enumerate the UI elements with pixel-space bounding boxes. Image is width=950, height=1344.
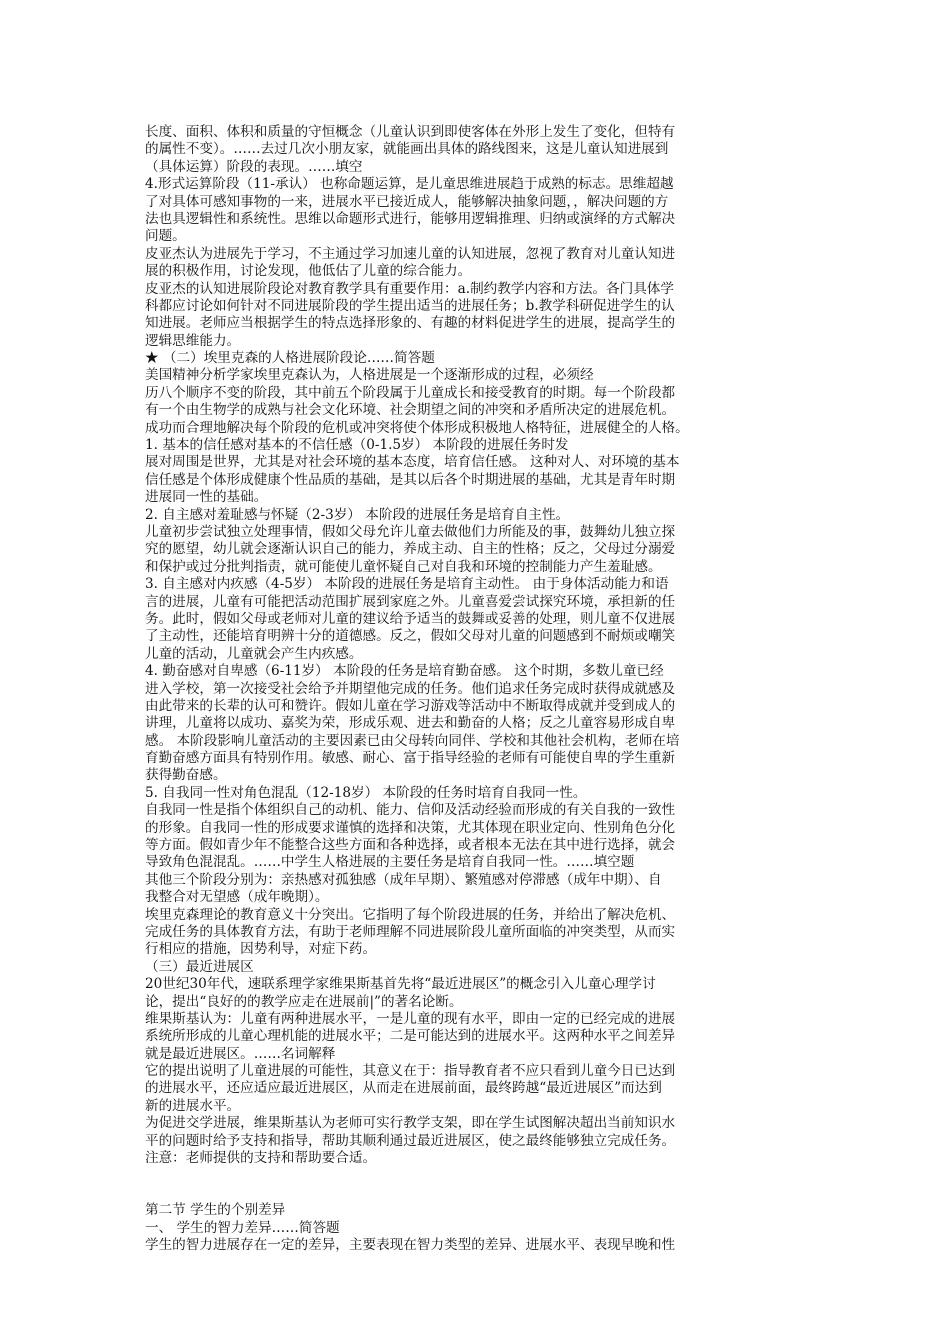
- text-line: 展的积极作用，讨论发现，他低估了儿童的综合能力。: [145, 263, 472, 280]
- text-line: 的进展水平，还应适应最近进展区，从而走在进展前面，最终跨越“最近进展区”而达到: [145, 1080, 662, 1097]
- text-line: 了对具体可感知事物的一来，进展水平已接近成人，能够解决抽象问题，，解决问题的方: [145, 193, 669, 210]
- text-line: 儿童初步尝试独立处理事情，假如父母允许儿童去做他们力所能及的事，鼓舞幼儿独立探: [145, 523, 676, 540]
- text-line: 维果斯基认为：儿童有两种进展水平，一是儿童的现有水平，即由一定的已经完成的进展: [145, 1010, 676, 1027]
- text-line: 美国精神分析学家埃里克森认为，人格进展是一个逐渐形成的过程，必须经: [145, 367, 594, 384]
- text-line: 问题。: [145, 228, 186, 245]
- text-line: （三）最近进展区: [145, 958, 254, 975]
- text-line: 4. 勤奋感对自卑感（6-11岁） 本阶段的任务是培育勤奋感。 这个时期，多数儿童已经: [145, 663, 664, 680]
- text-line: 1. 基本的信任感对基本的不信任感（0-1.5岁） 本阶段的进展任务时发: [145, 437, 569, 454]
- text-line: 有一个由生物学的成熟与社会文化环境、社会期望之间的冲突和矛盾所决定的进展危机。: [145, 402, 676, 419]
- text-line: 言的进展，儿童有可能把活动范围扩展到家庭之外。儿童喜爱尝试探究环境，承担新的任: [145, 593, 676, 610]
- text-line: 系统所形成的儿童心理机能的进展水平；二是可能达到的进展水平。这两种水平之间差异: [145, 1028, 676, 1045]
- text-line: 科都应讨论如何针对不同进展阶段的学生提出适当的进展任务；b.教学科研促进学生的认: [145, 297, 675, 314]
- text-line: 成功而合理地解决每个阶段的危机或冲突将使个体形成积极地人格特征，进展健全的人格。: [145, 419, 689, 436]
- text-line: 就是最近进展区。……名词解释: [145, 1045, 336, 1062]
- text-line: 长度、面积、体积和质量的守恒概念（儿童认识到即使客体在外形上发生了变化，但特有: [145, 124, 676, 140]
- text-line: 的属性不变）。……去过几次小朋友家，就能画出具体的路线图来，这是儿童认知进展到: [145, 141, 669, 158]
- text-line: 平的问题时给予支持和指导，帮助其顺利通过最近进展区，使之最终能够独立完成任务。: [145, 1132, 676, 1149]
- text-line: 其他三个阶段分别为：亲热感对孤独感（成年早期）、繁殖感对停滞感（成年中期）、自: [145, 871, 662, 888]
- text-line: 历八个顺序不变的阶段，其中前五个阶段属于儿童成长和接受教育的时期。每一个阶段都: [145, 384, 676, 401]
- text-line: 进展同一性的基础。: [145, 489, 268, 506]
- text-line: 信任感是个体形成健康个性品质的基础，是其以后各个时期进展的基础，尤其是青年时期: [145, 471, 676, 488]
- text-line: 讲理，儿童将以成功、嘉奖为荣，形成乐观、进去和勤奋的人格；反之儿童容易形成自卑: [145, 715, 676, 732]
- text-line: 的形象。自我同一性的形成要求谨慎的选择和决策，尤其体现在职业定向、性别角色分化: [145, 819, 676, 836]
- text-line: 育勤奋感方面具有特别作用。敏感、耐心、富于指导经验的老师有可能使自卑的学生重新: [145, 750, 676, 767]
- section-subheading: 一、 学生的智力差异……简答题: [145, 1219, 340, 1236]
- text-line: 获得勤奋感。: [145, 767, 227, 784]
- text-line: 20世纪30年代，速联系理学家维果斯基首先将“最近进展区”的概念引入儿童心理学讨: [145, 976, 656, 993]
- text-line: 皮亚杰认为进展先于学习，不主通过学习加速儿童的认知进展，忽视了教育对儿童认知进: [145, 245, 676, 262]
- text-line: 完成任务的具体教育方法，有助于老师理解不同进展阶段儿童所面临的冲突类型，从而实: [145, 923, 676, 940]
- text-line: 论，提出“良好的的教学应走在进展前|”的著名论断。: [145, 993, 463, 1010]
- section-gap: [145, 1167, 810, 1202]
- text-line: 法也具逻辑性和系统性。思维以命题形式进行，能够用逻辑推理、归纳或演绎的方式解决: [145, 210, 676, 227]
- text-line: （具体运算）阶段的表现。……填空: [145, 158, 363, 175]
- text-line: 4.形式运算阶段（11-承认） 也称命题运算，是儿童思维进展趋于成熟的标志。思维超越: [145, 176, 674, 193]
- text-line: 儿童的活动，儿童就会产生内疚感。: [145, 645, 363, 662]
- text-line: 新的进展水平。: [145, 1097, 241, 1114]
- text-line: 我整合对无望感（成年晚期）。: [145, 889, 329, 906]
- text-line: 自我同一性是指个体组织自己的动机、能力、信仰及活动经验而形成的有关自我的一致性: [145, 802, 676, 819]
- text-line: 由此带来的长辈的认可和赞许。假如儿童在学习游戏等活动中不断取得成就并受到成人的: [145, 697, 676, 714]
- section-heading: 第二节 学生的个别差异: [145, 1202, 286, 1219]
- text-line: 逻辑思维能力。: [145, 332, 241, 349]
- text-line: 埃里克森理论的教育意义十分突出。它指明了每个阶段进展的任务，并给出了解决危机、: [145, 906, 676, 923]
- text-line: 导致角色混混乱。……中学生人格进展的主要任务是培育自我同一性。……填空题: [145, 854, 635, 871]
- text-line: 5. 自我同一性对角色混乱（12-18岁） 本阶段的任务时培育自我同一性。: [145, 784, 587, 801]
- text-line: 进入学校，第一次接受社会给予并期望他完成的任务。他们追求任务完成时获得成就感及: [145, 680, 676, 697]
- text-line: 3. 自主感对内疚感（4-5岁） 本阶段的进展任务是培育主动性。 由于身体活动能力和语: [145, 576, 669, 593]
- text-line: 行相应的措施，因势利导，对症下药。: [145, 941, 377, 958]
- text-line: 注意：老师提供的支持和帮助要合适。: [145, 1150, 377, 1167]
- text-line: 为促进交学进展，维果斯基认为老师可实行教学支架，即在学生试图解决超出当前知识水: [145, 1115, 676, 1132]
- text-line: ★ （二）埃里克森的人格进展阶段论……简答题: [145, 350, 435, 367]
- body-text: [145, 124, 810, 1167]
- text-line: 和保护或过分批判指责，就可能使儿童怀疑自己对自我和环境的控制能力产生羞耻感。: [145, 558, 662, 575]
- text-line: 皮亚杰的认知进展阶段论对教育教学具有重要作用：a.制约教学内容和方法。各门具体学: [145, 280, 674, 297]
- text-line: 务。此时，假如父母或老师对儿童的建议给予适当的鼓舞或妥善的处理，则儿童不仅进展: [145, 610, 676, 627]
- text-line: 展对周围是世界，尤其是对社会环境的基本态度，培育信任感。 这种对人、对环境的基本: [145, 454, 680, 471]
- section-text: 学生的智力进展存在一定的差异，主要表现在智力类型的差异、进展水平、表现早晚和性: [145, 1237, 676, 1254]
- text-line: 了主动性，还能培育明辨十分的道德感。反之，假如父母对儿童的问题感到不耐烦或嘲笑: [145, 628, 676, 645]
- document-page: [145, 124, 810, 1254]
- text-line: 2. 自主感对羞耻感与怀疑（2-3岁） 本阶段的进展任务是培育自主性。: [145, 506, 570, 523]
- text-line: 等方面。假如青少年不能整合这些方面和各种选择，或者根本无法在其中进行选择，就会: [145, 837, 676, 854]
- text-line: 知进展。老师应当根据学生的特点选择形象的、有趣的材料促进学生的进展，提高学生的: [145, 315, 676, 332]
- text-line: 究的愿望，幼儿就会逐渐认识自己的能力，养成主动、自主的性格；反之，父母过分溺爱: [145, 541, 676, 558]
- text-line: 它的提出说明了儿童进展的可能性，其意义在于：指导教育者不应只看到儿童今日已达到: [145, 1063, 676, 1080]
- text-line: 感。 本阶段影响儿童活动的主要因素已由父母转向同伴、学校和其他社会机构，老师在培: [145, 732, 680, 749]
